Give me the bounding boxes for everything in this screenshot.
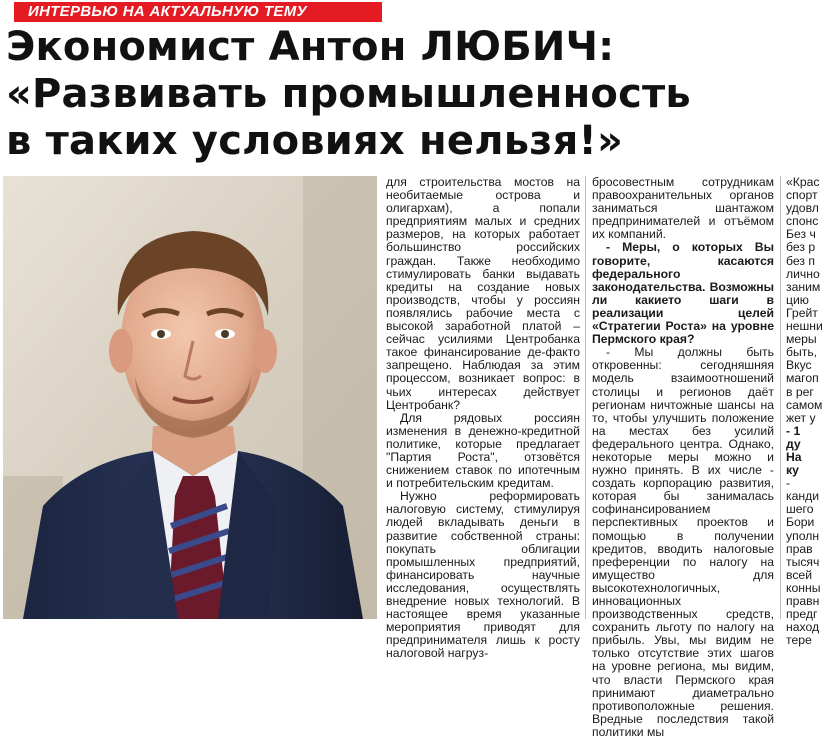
headline-line-2: «Развивать промышленность bbox=[6, 71, 691, 117]
column-3-line: Без ч bbox=[786, 227, 816, 242]
column-3-line: спорт bbox=[786, 188, 818, 203]
column-3-line: тере bbox=[786, 633, 812, 648]
paragraph: для строительства мостов на необитаемые острова и олигархам), а попали предприятиям малых и средних размеров, на которых работает большинство российских граждан. Также необходимо стимулировать банки выдавать кредиты на создание новых производств, чтобы у россиян появлялись рабочие места с высокой заработной платой – сейчас усилиями Центробанка такое финансирование де-факто запрещено. Наблюдая за этим процессом, возникает вопрос: в чьих интересах действует Центробанк? bbox=[386, 175, 580, 412]
column-3-line: тысяч bbox=[786, 554, 820, 569]
headline bbox=[6, 24, 816, 165]
column-3-line: всей bbox=[786, 567, 813, 582]
article-column-2 bbox=[592, 175, 774, 739]
paragraph: - Мы должны быть откровенны: сегодняшняя модель взаимоотношений столицы и регионов даёт регионам ничтожные шансы на то, чтобы улучшить положение на местах без усилий федерального центра. Однако, некоторые меры можно и нужно принять. В их числе - создать корпорацию развития, которая бы занималась софинансированием перспективных проектов и помощью в получении кредитов, вводить налоговые преференции по налогу на имущество для высокотехнологичных, инновационных производственных средств, сохранить льготу по налогу на прибыль. Увы, мы видим не только отсутствие этих шагов на уровне региона, мы видим, что власти Пермского края принимают диаметрально противоположные решения. Вредные последствия такой политики мы bbox=[592, 345, 774, 739]
column-3-line: нешни bbox=[786, 319, 823, 334]
column-3-line: самом bbox=[786, 397, 823, 412]
column-3-line: лично bbox=[786, 266, 820, 281]
paragraph: бросовестным сотрудникам правоохранительных органов заниматься шантажом предпринимателей и отъёмом их компаний. bbox=[592, 175, 774, 242]
paragraph: Нужно реформировать налоговую систему, стимулируя людей вкладывать деньги в развитие собственной страны: покупать облигации промышленных предприятий, финансировать научные исследования, осуществлять внедрение новых технологий. В настоящее время указанные мероприятия приводят для предпринимателя лишь к росту налоговой нагруз- bbox=[386, 489, 580, 661]
column-3-line: правн bbox=[786, 594, 820, 608]
rubric-banner: ИНТЕРВЬЮ НА АКТУАЛЬНУЮ ТЕМУ bbox=[14, 2, 382, 22]
column-3-line: Грейт bbox=[786, 305, 818, 320]
column-3-line: Бори bbox=[786, 515, 815, 530]
column-3-line: магоп bbox=[786, 371, 819, 386]
headline-line-1: Экономист Антон ЛЮБИЧ: bbox=[6, 24, 615, 70]
column-3-line: предг bbox=[786, 607, 818, 622]
column-3-line: наход bbox=[786, 620, 820, 635]
column-divider bbox=[585, 176, 586, 619]
interview-question: - Меры, о которых Вы говорите, касаются федерального законодательства. Возможны ли какието шаги в реализации целей «Стратегии Роста» на уровне Пермского края? bbox=[592, 240, 774, 347]
headline-line-3: в таких условиях нельзя!» bbox=[6, 118, 623, 164]
column-divider bbox=[780, 176, 781, 619]
column-3-line: шего bbox=[786, 502, 814, 517]
column-3-line: «Крас bbox=[786, 175, 820, 189]
paragraph: Для рядовых россиян изменения в денежно-кредитной политике, которые предлагает "Партия Роста", отзовётся снижением ставок по ипотечным и потребительским кредитам. bbox=[386, 410, 580, 491]
column-3-line: без п bbox=[786, 253, 815, 268]
column-3-line: ку bbox=[786, 463, 799, 478]
column-3-line: в рег bbox=[786, 384, 814, 399]
column-3-line: меры bbox=[786, 332, 817, 347]
column-3-line: конны bbox=[786, 580, 821, 595]
column-3-line: жет у bbox=[786, 410, 816, 425]
column-3-line: заним bbox=[786, 279, 821, 294]
article-column-3-cropped bbox=[786, 175, 826, 648]
portrait-photo bbox=[3, 176, 377, 619]
column-3-line: - 1 bbox=[786, 423, 801, 438]
column-3-line: уполн bbox=[786, 528, 820, 543]
column-3-line: ду bbox=[786, 436, 801, 451]
column-3-line: без р bbox=[786, 240, 816, 255]
column-3-line: - bbox=[786, 476, 791, 491]
column-3-line: прав bbox=[786, 541, 813, 556]
article-column-1 bbox=[386, 175, 580, 661]
column-3-line: удовл bbox=[786, 201, 819, 216]
column-3-line: Вкус bbox=[786, 358, 812, 373]
column-3-line: канди bbox=[786, 489, 820, 504]
column-3-line: цию bbox=[786, 292, 809, 307]
column-3-line: спонс bbox=[786, 214, 819, 229]
column-3-line: На bbox=[786, 449, 802, 464]
column-3-line: быть, bbox=[786, 345, 818, 360]
